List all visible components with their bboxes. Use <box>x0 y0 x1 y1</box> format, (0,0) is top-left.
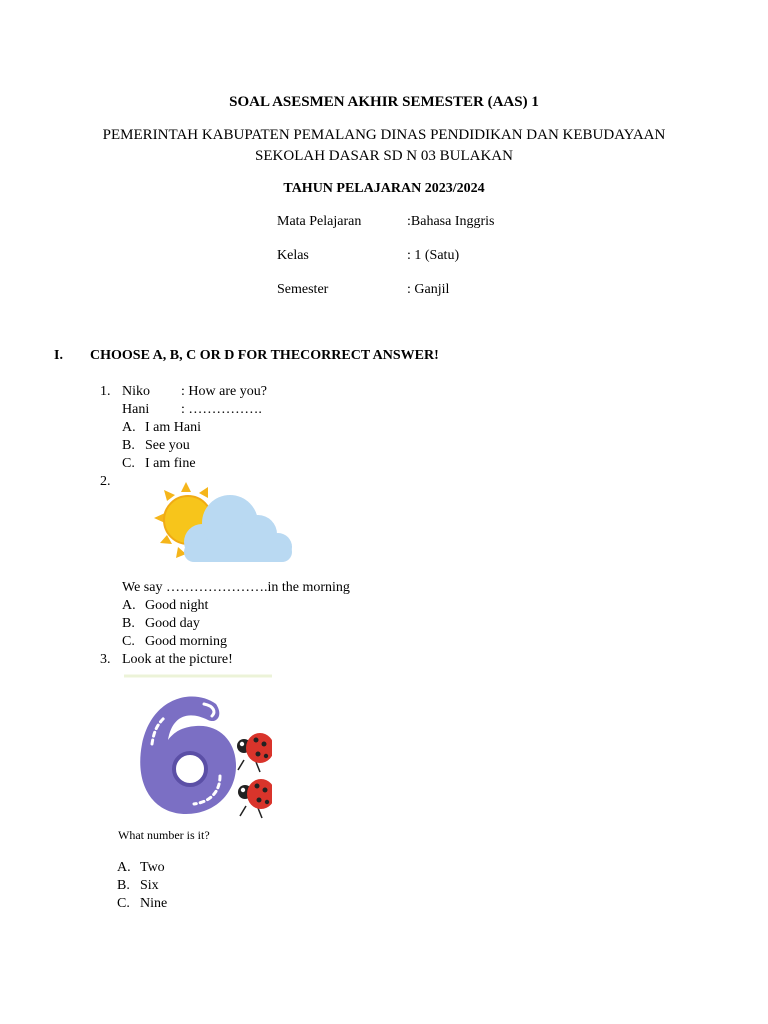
info-value-semester: : Ganjil <box>407 282 450 297</box>
exam-title: SOAL ASESMEN AKHIR SEMESTER (AAS) 1 <box>229 94 539 110</box>
option-letter: C. <box>117 896 130 911</box>
academic-year: TAHUN PELAJARAN 2023/2024 <box>283 181 485 196</box>
question-2-number: 2. <box>100 474 111 489</box>
option-letter: A. <box>122 420 136 435</box>
question-1-line-2: : ……………. <box>181 402 262 417</box>
option-text: I am fine <box>145 456 196 471</box>
info-label-class: Kelas <box>277 248 309 263</box>
question-1-speaker-2: Hani <box>122 402 150 417</box>
info-value-class: : 1 (Satu) <box>407 248 460 263</box>
question-3-number: 3. <box>100 652 111 667</box>
option-text: Good day <box>145 616 200 631</box>
school-name: SEKOLAH DASAR SD N 03 BULAKAN <box>255 148 513 164</box>
question-1-line-1: : How are you? <box>181 384 267 399</box>
option-text: Six <box>140 878 159 893</box>
info-value-subject: :Bahasa Inggris <box>407 214 495 229</box>
option-text: Two <box>140 860 165 875</box>
option-text: See you <box>145 438 190 453</box>
option-letter: B. <box>117 878 130 893</box>
option-text: Good morning <box>145 634 228 649</box>
question-1-speaker-1: Niko <box>122 384 150 399</box>
info-label-subject: Mata Pelajaran <box>277 214 362 229</box>
sun-behind-cloud-icon <box>150 478 295 568</box>
institution-line: PEMERINTAH KABUPATEN PEMALANG DINAS PENDIDIKAN DAN KEBUDAYAAN <box>102 127 666 143</box>
option-letter: C. <box>122 456 135 471</box>
question-2-prompt: We say ………………….in the morning <box>122 580 350 595</box>
option-text: Nine <box>140 896 168 911</box>
section-number: I. <box>54 348 63 363</box>
option-letter: C. <box>122 634 135 649</box>
question-3-prompt: Look at the picture! <box>122 652 233 667</box>
option-letter: B. <box>122 616 135 631</box>
option-letter: A. <box>117 860 131 875</box>
option-letter: B. <box>122 438 135 453</box>
option-text: I am Hani <box>145 420 201 435</box>
number-six-with-ladybugs-image <box>124 674 272 822</box>
option-letter: A. <box>122 598 136 613</box>
option-text: Good night <box>145 598 209 613</box>
question-3-question: What number is it? <box>118 828 210 842</box>
info-label-semester: Semester <box>277 282 329 297</box>
section-title: CHOOSE A, B, C OR D FOR THECORRECT ANSWER! <box>90 348 439 363</box>
question-1-number: 1. <box>100 384 111 399</box>
